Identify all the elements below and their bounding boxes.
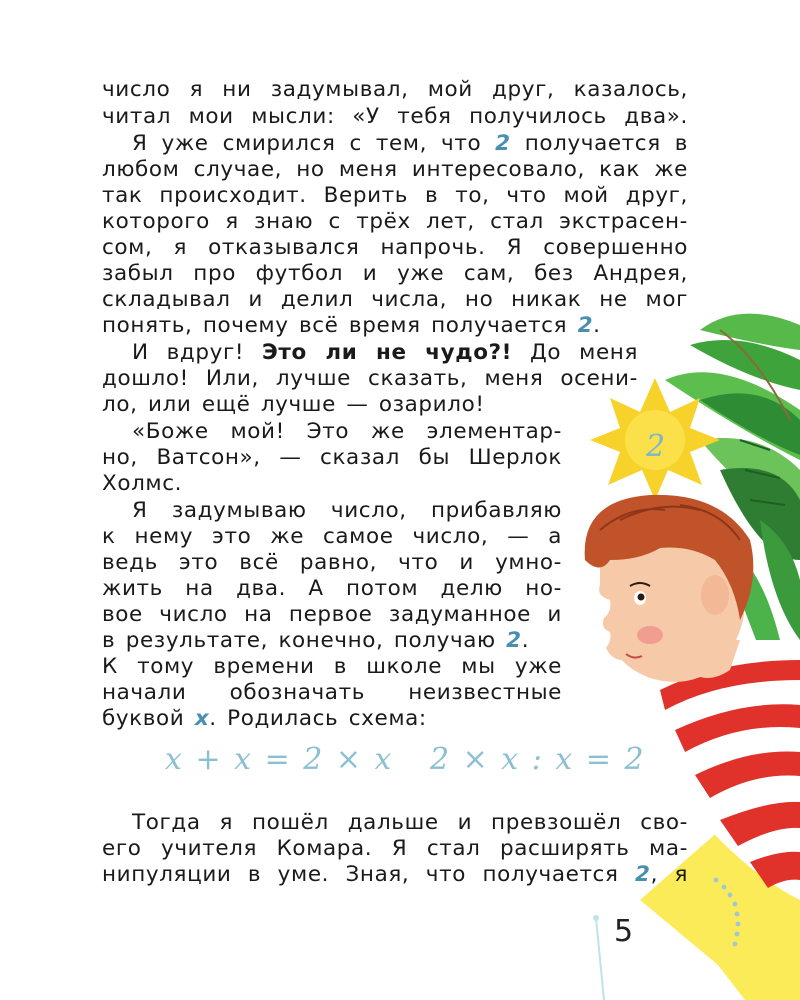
formula: x + x = 2 × x — [165, 742, 394, 777]
sun-number: 2 — [646, 429, 666, 464]
text-line: к нему это же самое число, — а — [102, 524, 562, 549]
text-line: но, Ватсон», — сказал бы Шерлок — [102, 445, 562, 470]
text-line: понять, почему всё время получается 2. — [102, 313, 601, 338]
bold-phrase: Это ли не чудо?! — [262, 340, 513, 365]
text-line: Холмс. — [102, 471, 183, 496]
text-line: Тогда я пошёл дальше и превзошёл сво- — [132, 810, 688, 835]
text-line: забыл про футбол и уже сам, без Андрея, — [102, 261, 688, 286]
thin-line — [596, 918, 604, 1000]
highlight-number: 2 — [577, 313, 594, 338]
formula: 2 × x : x = 2 — [430, 742, 646, 777]
highlight-variable: x — [194, 706, 210, 731]
text-line: буквой x. Родилась схема: — [102, 706, 427, 731]
text-line: Я задумываю число, прибавляю — [132, 498, 562, 523]
text-line: начали обозначать неизвестные — [102, 680, 562, 705]
text-line: нипуляции в уме. Зная, что получается 2, я — [102, 862, 689, 887]
text-line: сом, я отказывался напрочь. Я совершенно — [102, 235, 688, 260]
text-line: складывал и делил числа, но никак не мог — [102, 287, 688, 312]
text-line: читал мои мысли: «У тебя получилось два». — [102, 104, 688, 129]
text-line: И вдруг! Это ли не чудо?! До меня — [132, 340, 638, 365]
highlight-number: 2 — [495, 131, 511, 156]
text-line: которого я знаю с трёх лет, стал экстрасен- — [102, 209, 688, 234]
text-line: число я ни задумывал, мой друг, казалось, — [102, 77, 688, 102]
text-line: Я уже смирился с тем, что 2 получается в — [132, 131, 688, 156]
text-line: его учителя Комара. Я стал расширять ма- — [102, 836, 688, 861]
text-line: К тому времени в школе мы уже — [102, 654, 562, 679]
text-line: вое число на первое задуманное и — [102, 602, 562, 627]
highlight-number: 2 — [635, 862, 651, 887]
text-line: ло, или ещё лучше — озарило! — [102, 392, 485, 417]
text-line: в результате, конечно, получаю 2. — [102, 628, 530, 653]
text-line: так происходит. Верить в то, что мой друг, — [102, 183, 688, 208]
text-line: любом случае, но меня интересовало, как же — [102, 157, 688, 182]
page-number: 5 — [614, 914, 634, 949]
text-line: «Боже мой! Это же элементар- — [132, 419, 562, 444]
text-line: дошло! Или, лучше сказать, меня осени- — [102, 366, 638, 391]
text-line: ведь это всё равно, что и умно- — [102, 550, 562, 575]
text-line: жить на два. А потом делю но- — [102, 576, 562, 601]
highlight-number: 2 — [506, 628, 522, 653]
